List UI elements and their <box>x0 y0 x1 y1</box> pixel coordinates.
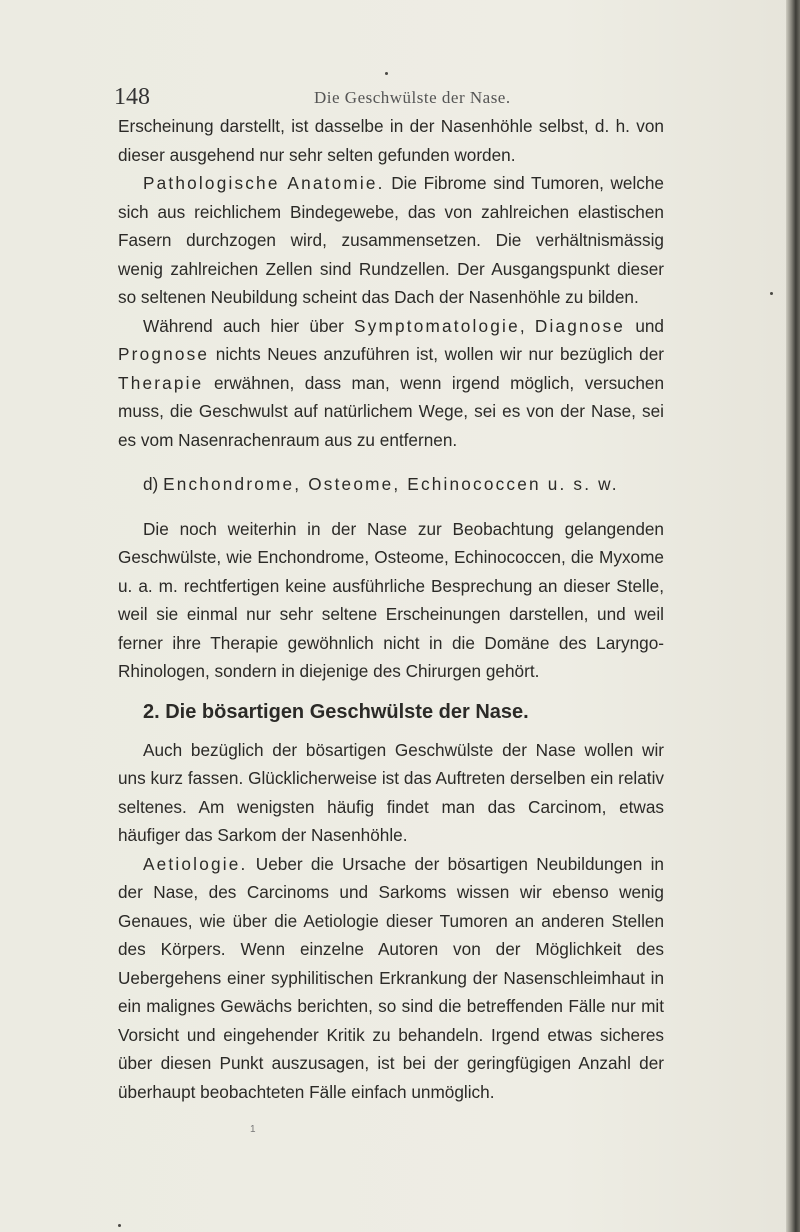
paragraph-therapie <box>118 312 664 455</box>
emphasis-therapie: Therapie <box>118 372 204 393</box>
paragraph-text: Ueber die Ursache der bösartigen Neubildungen in der Nase, des Carcinoms und Sarkoms wissen wir ebenso wenig Genaues, wie über die Aetiologie dieser Tumoren an anderen Stellen des Körpers. Wenn einzelne Autoren von der Möglichkeit des Uebergehens einer syphilitischen Erkrankung der Nasenschleimhaut in ein malignes Gewächs berichten, so sind die betreffenden Fälle nur mit Vorsicht und eingehender Kritik zu behandeln. Irgend etwas sicheres über diesen Punkt auszusagen, ist bei der geringfügigen Anzahl der überhaupt beobachteten Fälle einfach unmöglich. <box>118 853 664 1102</box>
paragraph-text: erwähnen, dass man, wenn irgend möglich, versuchen muss, die Geschwulst auf natürlichem Wege, sei es von der Nase, sei es vom Nasenrachenraum aus zu entfernen. <box>118 372 664 450</box>
emphasis-diagnose: Diagnose <box>534 315 626 336</box>
emphasis-prognose: Prognose <box>118 344 210 364</box>
paragraph-text: nichts Neues anzuführen ist, wollen wir nur bezüglich der <box>209 344 664 364</box>
ink-speck <box>770 292 773 295</box>
subheading-pathologische-anatomie: Pathologische Anatomie. <box>143 173 385 193</box>
subsection-label: d) <box>143 474 164 494</box>
body-text <box>118 112 664 1106</box>
paragraph-text: und <box>625 315 664 336</box>
subheading-aetiologie: Aetiologie. <box>143 853 248 874</box>
emphasis-symptomatologie: Symptomatologie <box>354 315 520 336</box>
page-edge-shadow <box>786 0 800 1232</box>
page-number: 148 <box>114 84 150 110</box>
ink-speck <box>118 1224 121 1227</box>
paragraph-pathologische-anatomie <box>118 169 664 312</box>
ink-speck <box>385 72 388 75</box>
paragraph-other-tumors: Die noch weiterhin in der Nase zur Beobachtung gelangenden Geschwülste, wie Enchondrome, Osteome, Echinococcen, die Myxome u. a. m. rechtfertigen keine ausführliche Besprechung an dieser Stelle, weil sie einmal nur sehr seltene Erscheinungen darstellen, und weil ferner ihre Therapie gewöhnlich nicht in die Domäne des Laryngo-Rhinologen, sondern in diejenige des Chirurgen gehört. <box>118 518 664 681</box>
subsection-title: Enchondrome, Osteome, Echinococcen u. s. w. <box>163 474 619 494</box>
paragraph-text: , <box>519 315 535 336</box>
paragraph-continuation: Erscheinung darstellt, ist dasselbe in der Nasenhöhle selbst, d. h. von dieser ausgehend nur sehr selten gefunden worden. <box>118 116 664 165</box>
running-title: Die Geschwülste der Nase. <box>314 88 511 107</box>
paragraph-text: Die Fibrome sind Tumoren, welche sich aus reichlichem Bindegewebe, das von zahlreichen elastischen Fasern durchzogen wird, zusammensetzen. Die verhältnismässig wenig zahlreichen Zellen sind Rundzellen. Der Ausgangspunkt dieser so seltenen Neubildung scheint das Dach der Nasenhöhle zu bilden. <box>118 173 664 307</box>
subsection-d <box>118 470 664 499</box>
section-heading: 2. Die bösartigen Geschwülste der Nase. <box>143 700 529 723</box>
paragraph-aetiologie <box>118 850 664 1107</box>
paragraph-malignant-intro: Auch bezüglich der bösartigen Geschwülste der Nase wollen wir uns kurz fassen. Glücklicherweise ist das Auftreten derselben ein relativ seltenes. Am wenigsten häufig findet man das Carcinom, etwas häufiger das Sarkom der Nasenhöhle. <box>118 739 664 845</box>
page-header <box>114 84 674 114</box>
paragraph-text: Während auch hier über <box>143 315 355 336</box>
footer-mark: 1 <box>250 1124 256 1135</box>
